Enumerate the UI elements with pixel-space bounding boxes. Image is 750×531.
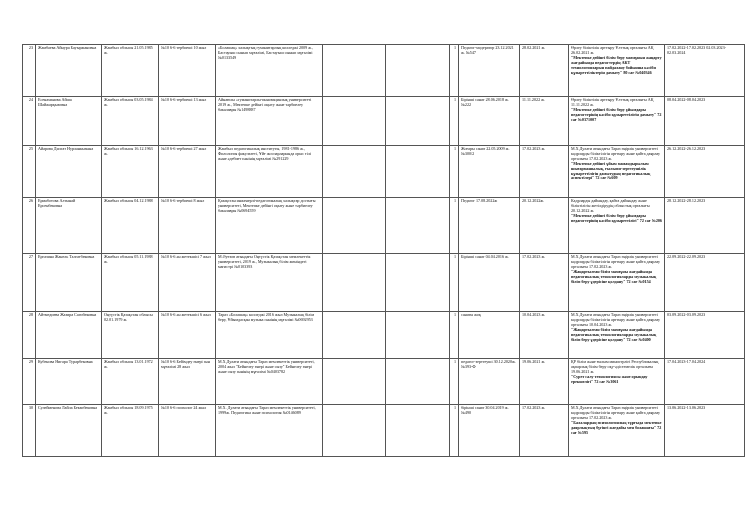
course-organization: Өрлеу біліктілік арттыру Ұлттық орталығы АҚ 26.02.2021 ж. [571, 45, 654, 55]
education-info: «Болашақ» халықтық гуманитарлық колледжі 2009 ж., Бастауыш сынып мұғалімі, Бастауыш сынып мұғалімі №0133549 [216, 45, 323, 97]
employee-name: Айарова Дилгат Нурланкызына [36, 146, 102, 198]
category-date: 10.04.2023 ж. [520, 312, 569, 359]
period-info: 17.02.2022-17.02.2023 02.03.2023-02.03.2024 [665, 45, 745, 97]
education-info: М.Х.Дулати атындағы Тараз мемлекеттік университеті, 2004 жыл "Бейнелеу өнері және сызу" Бейнелеу өнері және сызу пәнінің мұғалімі №0403782 [216, 359, 323, 405]
empty-cell [386, 405, 450, 457]
row-number: 25 [23, 146, 36, 198]
employee-name: Сулейменова Лайла Бекзибековна [36, 405, 102, 457]
birth-info: Оңтүстік Қазақстан облысы 02.01.1979 ж. [102, 312, 159, 359]
empty-cell [323, 254, 386, 312]
table-row [23, 198, 745, 254]
education-info: Айнаюлы «гуманитарлы-инновациялық университеті 2019 ж., Мектепке дейінгі оқыту және тәрбиелеу бакалавры №1498887 [216, 97, 323, 146]
period-info: 17.04.2023-17.04.2024 [665, 359, 745, 405]
category-date: 20.12.2022ж. [520, 198, 569, 254]
position-info: №10 6-6 ән жетекшісі 7 жыл [159, 254, 216, 312]
category-info: Педагог-модератор 23.12.2021 ж. №547 [459, 45, 520, 97]
education-info: Тараз «Болашақ» колледжі 2016 жыл Музыкалық білім беру, Ұйымдасқан музыка пәнінің мұғалімі №0692953 [216, 312, 323, 359]
course-title: "Жаңартылған білім мазмұны жағдайында педагогикалық технологияларды музыкалық білім беру ұдерісіне қолдану" 72 сағ №0400 [571, 326, 657, 342]
course-organization: ҚР білім және ғылым министрлігі Республикалық ақпарлық білім беру оқу-әдістемелік орталығы 19.06.2021 ж. [571, 359, 659, 374]
category-info: Бірінші санат 04.04.2016 ж. [459, 254, 520, 312]
course-info [569, 359, 665, 405]
row-number: 24 [23, 97, 36, 146]
table-row [23, 97, 745, 146]
education-info: Қазақстан инженерлі-педагогикалық халықтар достығы университеті, Мектепке дейінгі оқыту және тәрбиелеу бакалавры №0694559 [216, 198, 323, 254]
category-date: 17.02.2023 ж. [520, 146, 569, 198]
course-info [569, 146, 665, 198]
birth-info: Жамбыл облысы 21.05.1985 ж. [102, 45, 159, 97]
birth-info: Жамбыл облысы 16.12.1963 ж. [102, 146, 159, 198]
count-cell: 1 [450, 146, 459, 198]
employee-name: Жамбаева Айнура Бауыржановна [36, 45, 102, 97]
course-organization: М.Х.Дулати атындағы Тараз өңірлік университеті кадрларды біліктілігін арттыру және қайта даярлау орталығы 17.02.2023 ж. [571, 146, 661, 161]
empty-cell [386, 198, 450, 254]
empty-cell [386, 97, 450, 146]
row-number: 30 [23, 405, 36, 457]
category-info: педагог-зерттеуші 30.12.2020ж. №393-Ф [459, 359, 520, 405]
empty-cell [323, 146, 386, 198]
course-title: "Мектепке дейінгі білім беру мазмұнын жаңарту жағдайында педагогтердің АКТ технологияларын пайдалану бойынша кәсіби құзыреттіліктерін дамыту" 80 сағ №040346 [571, 54, 662, 75]
employee-name: Есенаманова Айша Шайжарқызовна [36, 97, 102, 146]
course-info [569, 254, 665, 312]
category-date: 17.02.2023 ж. [520, 254, 569, 312]
table-row [23, 312, 745, 359]
count-cell: 1 [450, 198, 459, 254]
position-info: №10 6-6 Бейімдеу өнері пән мұғалімі 28 жыл [159, 359, 216, 405]
birth-info: Жамбыл облысы 13.01.1972 ж. [102, 359, 159, 405]
count-cell: 1 [450, 45, 459, 97]
table-row [23, 405, 745, 457]
empty-cell [323, 405, 386, 457]
period-info: 13.06.2022-13.06.2023 [665, 405, 745, 457]
category-info: Бірінші санат 28.06.2018 ж. №222 [459, 97, 520, 146]
course-title: "Жаңартылған білім мазмұны жағдайында педагогикалық технологияларды музыкалық білім беру ұдерісіне қолдану" 72 сағ №0154 [571, 268, 657, 284]
course-title: "Сурет салу технологиясы және орындау ерекшелігі" 72 сағ №3061 [571, 373, 648, 384]
course-info [569, 312, 665, 359]
row-number: 27 [23, 254, 36, 312]
course-organization: М.Х.Дулати атындағы Тараз өңірлік университеті кадрларды біліктілігін арттыру және қайта даярлау орталығы 10.04.2023 ж. [571, 312, 661, 327]
empty-cell [323, 97, 386, 146]
period-info: 22.09.2022-22.09.2023 [665, 254, 745, 312]
table-row [23, 45, 745, 97]
table-row [23, 146, 745, 198]
staff-table [22, 44, 745, 457]
position-info: №10 6-6 тербиеші 13 жыл [159, 97, 216, 146]
course-organization: М.Х.Дулати атындағы Тараз өңірлік университеті кадрларды біліктілігін арттыру және қайта даярлау орталығы 17.02.2023 ж. [571, 405, 661, 420]
empty-cell [323, 312, 386, 359]
empty-cell [386, 146, 450, 198]
birth-info: Жамбыл облысы 05.11.1988 ж. [102, 254, 159, 312]
birth-info: Жамбыл облысы 18.09.1975 ж. [102, 405, 159, 457]
period-info: 03.09.2022-03.09.2023 [665, 312, 745, 359]
empty-cell [323, 359, 386, 405]
count-cell: 1 [450, 254, 459, 312]
position-info: №10 6-6 тербиеші 10 жыл [159, 45, 216, 97]
table-body [23, 45, 745, 457]
course-title: "Мектепке дейінгі ұйым мамандырылым шығармашылық, ғылыми-зерттеушілік құзыреттілігін дамытудың педагогикалық аспектілері" 72 сағ №609 [571, 160, 651, 181]
count-cell: 1 [450, 312, 459, 359]
education-info: М.Әуезов атындағы Оңтүстік Қазақстан мемлекеттік университеті, 2019 ж., Музыкалық білім жөніндегі магистрі №0103393 [216, 254, 323, 312]
category-date: 19.06.2021 ж. [520, 359, 569, 405]
period-info: 28.12.2022-28.12.2023 [665, 198, 745, 254]
row-number: 26 [23, 198, 36, 254]
employee-name: Кубенова Нигара Турарбековна [36, 359, 102, 405]
category-info: санаты жоқ [459, 312, 520, 359]
course-info [569, 405, 665, 457]
count-cell: 1 [450, 359, 459, 405]
table-row [23, 254, 745, 312]
category-date: 17.02.2023 ж. [520, 405, 569, 457]
course-info [569, 97, 665, 146]
birth-info: Жамбыл облысы 03.05.1984 ж. [102, 97, 159, 146]
empty-cell [323, 45, 386, 97]
category-info: Педагог 17.08.2022ж [459, 198, 520, 254]
course-organization: Өрлеу біліктілік арттыру Ұлттық орталығы АҚ 11.11.2022 ж. [571, 97, 654, 107]
education-info: М.Х. Дулати атындағы Тараз мемлекеттік университеті, 1999ж. Педагогика және психология №0146089 [216, 405, 323, 457]
empty-cell [323, 198, 386, 254]
category-info: бірінші санат 30.04.2019 ж. №490 [459, 405, 520, 457]
course-title: "Мектепке дейінгі білім беру ұйымдары педагогтерінің кәсіби құзыреттілігін дамыту" 72 сағ №0371007 [571, 106, 662, 122]
course-organization: М.Х.Дулати атындағы Тараз өңірлік университеті кадрларды біліктілігін арттыру және қайта даярлау орталығы 17.02.2023 ж. [571, 254, 661, 269]
count-cell: 1 [450, 97, 459, 146]
empty-cell [386, 312, 450, 359]
row-number: 23 [23, 45, 36, 97]
course-info [569, 198, 665, 254]
course-organization: Кадрларды дайындау, қайта дайындау және біліктілігін жетілдірудің облыстық орталығы 20.12.2022 ж. [571, 198, 650, 213]
position-info: №10 6-6 психолог 24 жыл [159, 405, 216, 457]
course-title: "Балалардың психологиялық тұрғыда мектепке даярлықтың бүгінгі жағдайы мен болашағы" 72 сағ №595 [571, 419, 662, 435]
education-info: Жамбыл педагогикалық институты, 1981-1986 ж., Филология факультеті, Ұйғ жоспарларында орыс тілі және әдебиет пәнінің мұғалімі №291229 [216, 146, 323, 198]
table-row [23, 359, 745, 405]
course-info [569, 45, 665, 97]
empty-cell [386, 359, 450, 405]
period-info: 26.12.2022-26.12.2023 [665, 146, 745, 198]
position-info: №10 6-6 тербиеші 8 жыл [159, 198, 216, 254]
category-date: 28.02.2021 ж. [520, 45, 569, 97]
birth-info: Жамбыл облысы 04.12.1988 [102, 198, 159, 254]
course-title: "Мектепке дейінгі білім беру ұйымдары педагогтерінің кәсіби құзыреттілігі" 72 сағ №206 [571, 212, 662, 223]
row-number: 28 [23, 312, 36, 359]
position-info: №10 6-6 тербиеші 27 жыл [159, 146, 216, 198]
period-info: 08.04.2022-08.04.2023 [665, 97, 745, 146]
empty-cell [386, 254, 450, 312]
position-info: №10 6-6 ән жетекшісі 6 жыл [159, 312, 216, 359]
category-info: Жоғары санат 22.05.2009 ж. №300/2 [459, 146, 520, 198]
employee-name: Ергазина Жанель Талгатбековна [36, 254, 102, 312]
row-number: 29 [23, 359, 36, 405]
category-date: 11.11.2022 ж. [520, 97, 569, 146]
employee-name: Ермаботова Алтынай Ерсенбековна [36, 198, 102, 254]
count-cell: 1 [450, 405, 459, 457]
empty-cell [386, 45, 450, 97]
employee-name: Айтмедиева Жазира Сагибековна [36, 312, 102, 359]
